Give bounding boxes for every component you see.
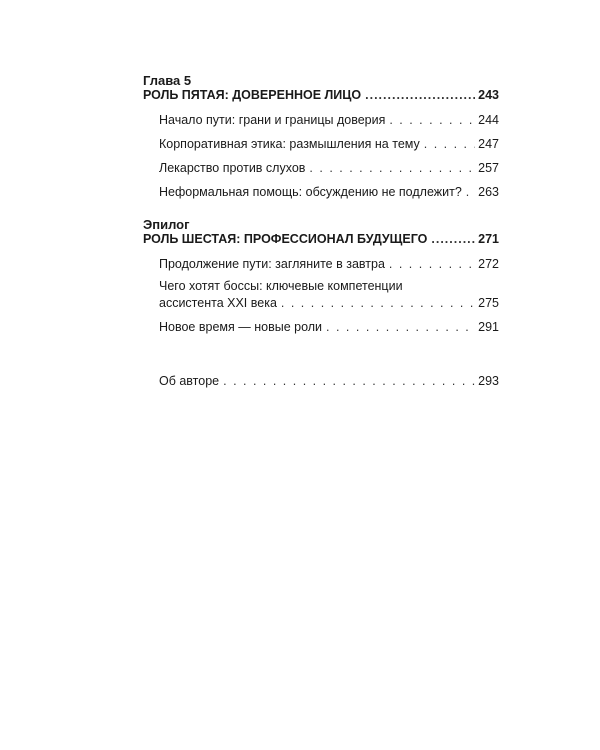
entry-title: Корпоративная этика: размышления на тему xyxy=(159,137,420,151)
chapter-title-row[interactable] xyxy=(143,88,499,103)
toc-section-chapter-5 xyxy=(143,73,499,200)
toc-entry[interactable] xyxy=(159,320,499,335)
toc-entry[interactable] xyxy=(159,137,499,152)
page-number: 243 xyxy=(478,88,499,102)
dot-leader xyxy=(281,296,475,311)
chapter-title: РОЛЬ ШЕСТАЯ: ПРОФЕССИОНАЛ БУДУЩЕГО xyxy=(143,232,428,246)
entry-title: Неформальная помощь: обсуждению не подлежит? xyxy=(159,185,462,199)
toc-entries xyxy=(159,257,499,335)
page-number: 271 xyxy=(478,232,499,246)
toc-entries xyxy=(159,374,499,389)
chapter-label: Глава 5 xyxy=(143,73,192,88)
toc-section-about xyxy=(143,374,499,389)
entry-title: Продолжение пути: загляните в завтра xyxy=(159,257,385,271)
toc-entry[interactable] xyxy=(159,257,499,272)
page-number: 272 xyxy=(478,257,499,271)
dot-leader xyxy=(365,88,475,103)
toc-entry[interactable] xyxy=(159,185,499,200)
toc-entry[interactable] xyxy=(159,113,499,128)
page-number: 257 xyxy=(478,161,499,175)
entry-title-line-2: ассистента XXI века xyxy=(159,296,277,310)
toc-section-epilogue xyxy=(143,217,499,335)
page-number: 291 xyxy=(478,320,499,334)
toc-entry[interactable] xyxy=(159,279,499,311)
toc-entry[interactable] xyxy=(159,161,499,176)
page-number: 244 xyxy=(478,113,499,127)
entry-title: Новое время — новые роли xyxy=(159,320,323,334)
page-number: 293 xyxy=(478,374,499,388)
dot-leader xyxy=(466,185,475,200)
entry-title-line-1: Чего хотят боссы: ключевые компетенции xyxy=(159,279,403,293)
toc-entries xyxy=(159,113,499,200)
dot-leader xyxy=(424,137,475,152)
dot-leader xyxy=(389,113,475,128)
chapter-label: Эпилог xyxy=(143,217,190,232)
dot-leader xyxy=(309,161,475,176)
page-number: 275 xyxy=(478,296,499,310)
dot-leader xyxy=(431,232,475,247)
entry-title: Об авторе xyxy=(159,374,220,388)
dot-leader xyxy=(223,374,475,389)
toc-entry-about-author[interactable] xyxy=(159,374,499,389)
page-number: 263 xyxy=(478,185,499,199)
chapter-title: РОЛЬ ПЯТАЯ: ДОВЕРЕННОЕ ЛИЦО xyxy=(143,88,362,102)
entry-title: Лекарство против слухов xyxy=(159,161,306,175)
dot-leader xyxy=(389,257,475,272)
dot-leader xyxy=(326,320,475,335)
page-number: 247 xyxy=(478,137,499,151)
chapter-title-row[interactable] xyxy=(143,232,499,247)
entry-title: Начало пути: грани и границы доверия xyxy=(159,113,386,127)
